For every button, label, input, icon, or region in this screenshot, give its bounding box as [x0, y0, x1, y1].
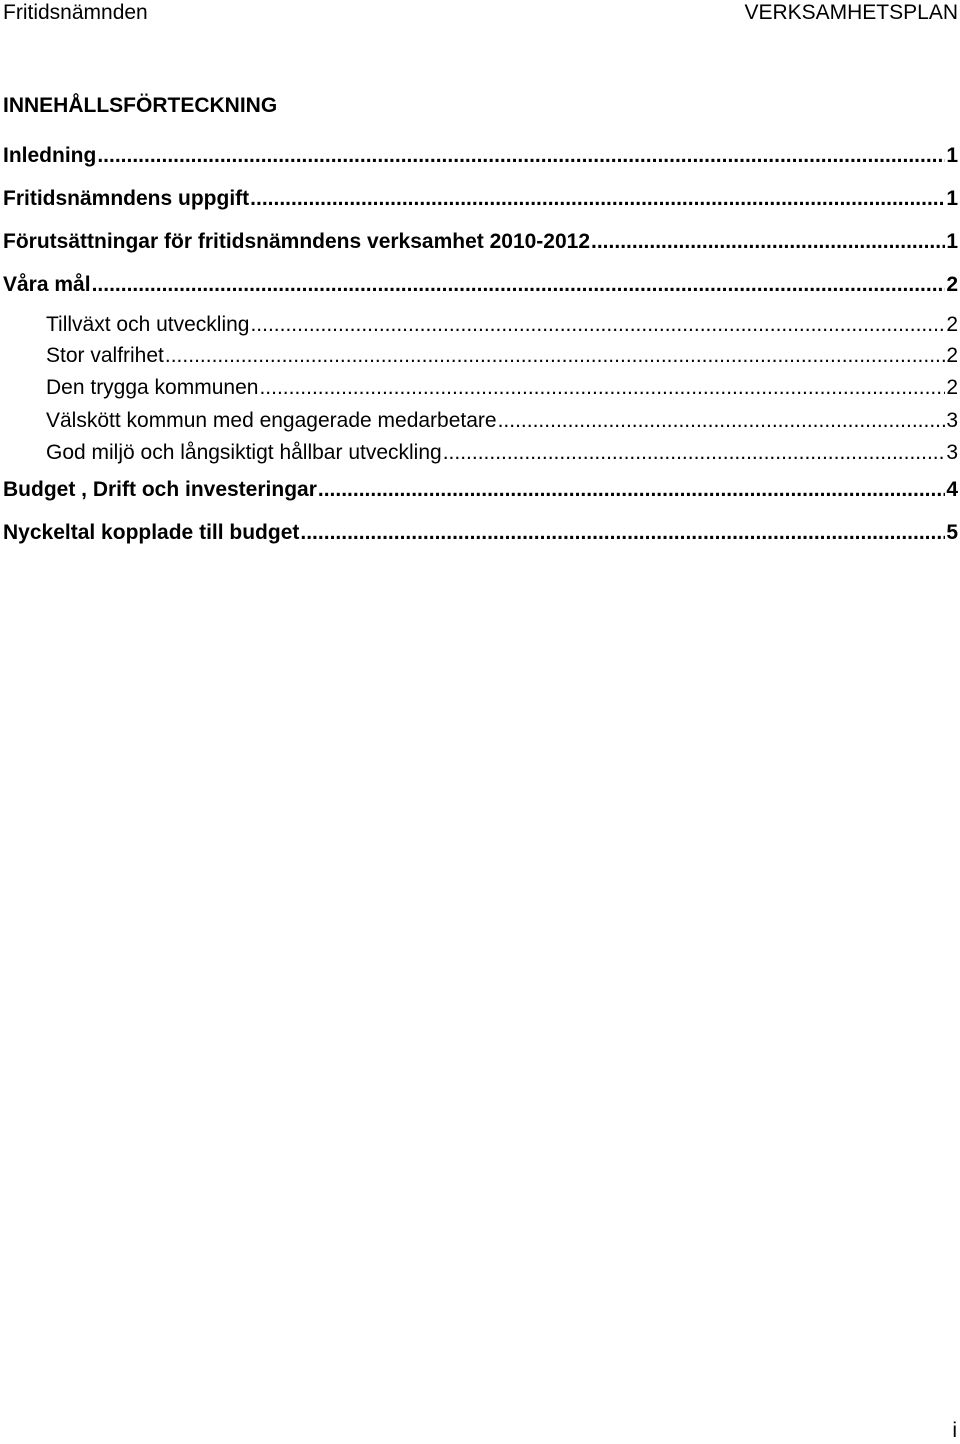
toc-entry-page: 1: [946, 144, 958, 167]
toc-entry-page: 1: [946, 187, 958, 210]
header-document-type: VERKSAMHETSPLAN: [744, 1, 958, 24]
toc-dot-leader: [498, 408, 946, 434]
toc-entry-god-miljo[interactable]: [46, 440, 958, 466]
toc-entry-page: 2: [946, 313, 958, 336]
toc-entry-nyckeltal[interactable]: [3, 520, 958, 546]
toc-entry-vara-mal[interactable]: [3, 272, 958, 298]
toc-entry-label: Förutsättningar för fritidsnämndens verksamhet 2010-2012: [3, 230, 591, 253]
toc-entry-label: Inledning: [3, 144, 97, 167]
toc-entry-page: 3: [946, 409, 958, 432]
toc-entry-page: 5: [946, 521, 958, 544]
toc-entry-label: Stor valfrihet: [46, 344, 164, 367]
toc-entry-trygga-kommunen[interactable]: [46, 375, 958, 401]
toc-dot-leader: [300, 520, 945, 546]
toc-dot-leader: [443, 440, 946, 466]
toc-entry-page: 3: [946, 441, 958, 464]
toc-entry-inledning[interactable]: [3, 143, 958, 169]
toc-title: INNEHÅLLSFÖRTECKNING: [3, 94, 278, 117]
toc-dot-leader: [318, 477, 945, 503]
toc-dot-leader: [250, 312, 945, 338]
toc-entry-tillvaxt[interactable]: [46, 312, 958, 338]
toc-dot-leader: [259, 375, 945, 401]
toc-entry-forutsattningar[interactable]: [3, 229, 958, 255]
toc-entry-page: 4: [946, 478, 958, 501]
toc-entry-valskott-kommun[interactable]: [46, 408, 958, 434]
toc-entry-page: 1: [946, 230, 958, 253]
toc-entry-page: 2: [946, 344, 958, 367]
toc-dot-leader: [165, 343, 945, 369]
toc-dot-leader: [250, 186, 945, 212]
toc-entry-label: Våra mål: [3, 273, 91, 296]
toc-entry-label: Välskött kommun med engagerade medarbetare: [46, 409, 497, 432]
toc-entry-label: Tillväxt och utveckling: [46, 313, 250, 336]
toc-dot-leader: [591, 229, 945, 255]
toc-dot-leader: [92, 272, 946, 298]
toc-entry-budget[interactable]: [3, 477, 958, 503]
toc-entry-valfrihet[interactable]: [46, 343, 958, 369]
toc-entry-label: God miljö och långsiktigt hållbar utveckling: [46, 441, 442, 464]
toc-entry-uppgift[interactable]: [3, 186, 958, 212]
toc-entry-label: Den trygga kommunen: [46, 376, 259, 399]
toc-entry-label: Nyckeltal kopplade till budget: [3, 521, 300, 544]
header-department: Fritidsnämnden: [3, 1, 148, 24]
page-number: i: [952, 1419, 957, 1442]
toc-entry-page: 2: [946, 376, 958, 399]
toc-entry-label: Fritidsnämndens uppgift: [3, 187, 250, 210]
toc-dot-leader: [97, 143, 945, 169]
toc-entry-page: 2: [946, 273, 958, 296]
toc-entry-label: Budget , Drift och investeringar: [3, 478, 317, 501]
